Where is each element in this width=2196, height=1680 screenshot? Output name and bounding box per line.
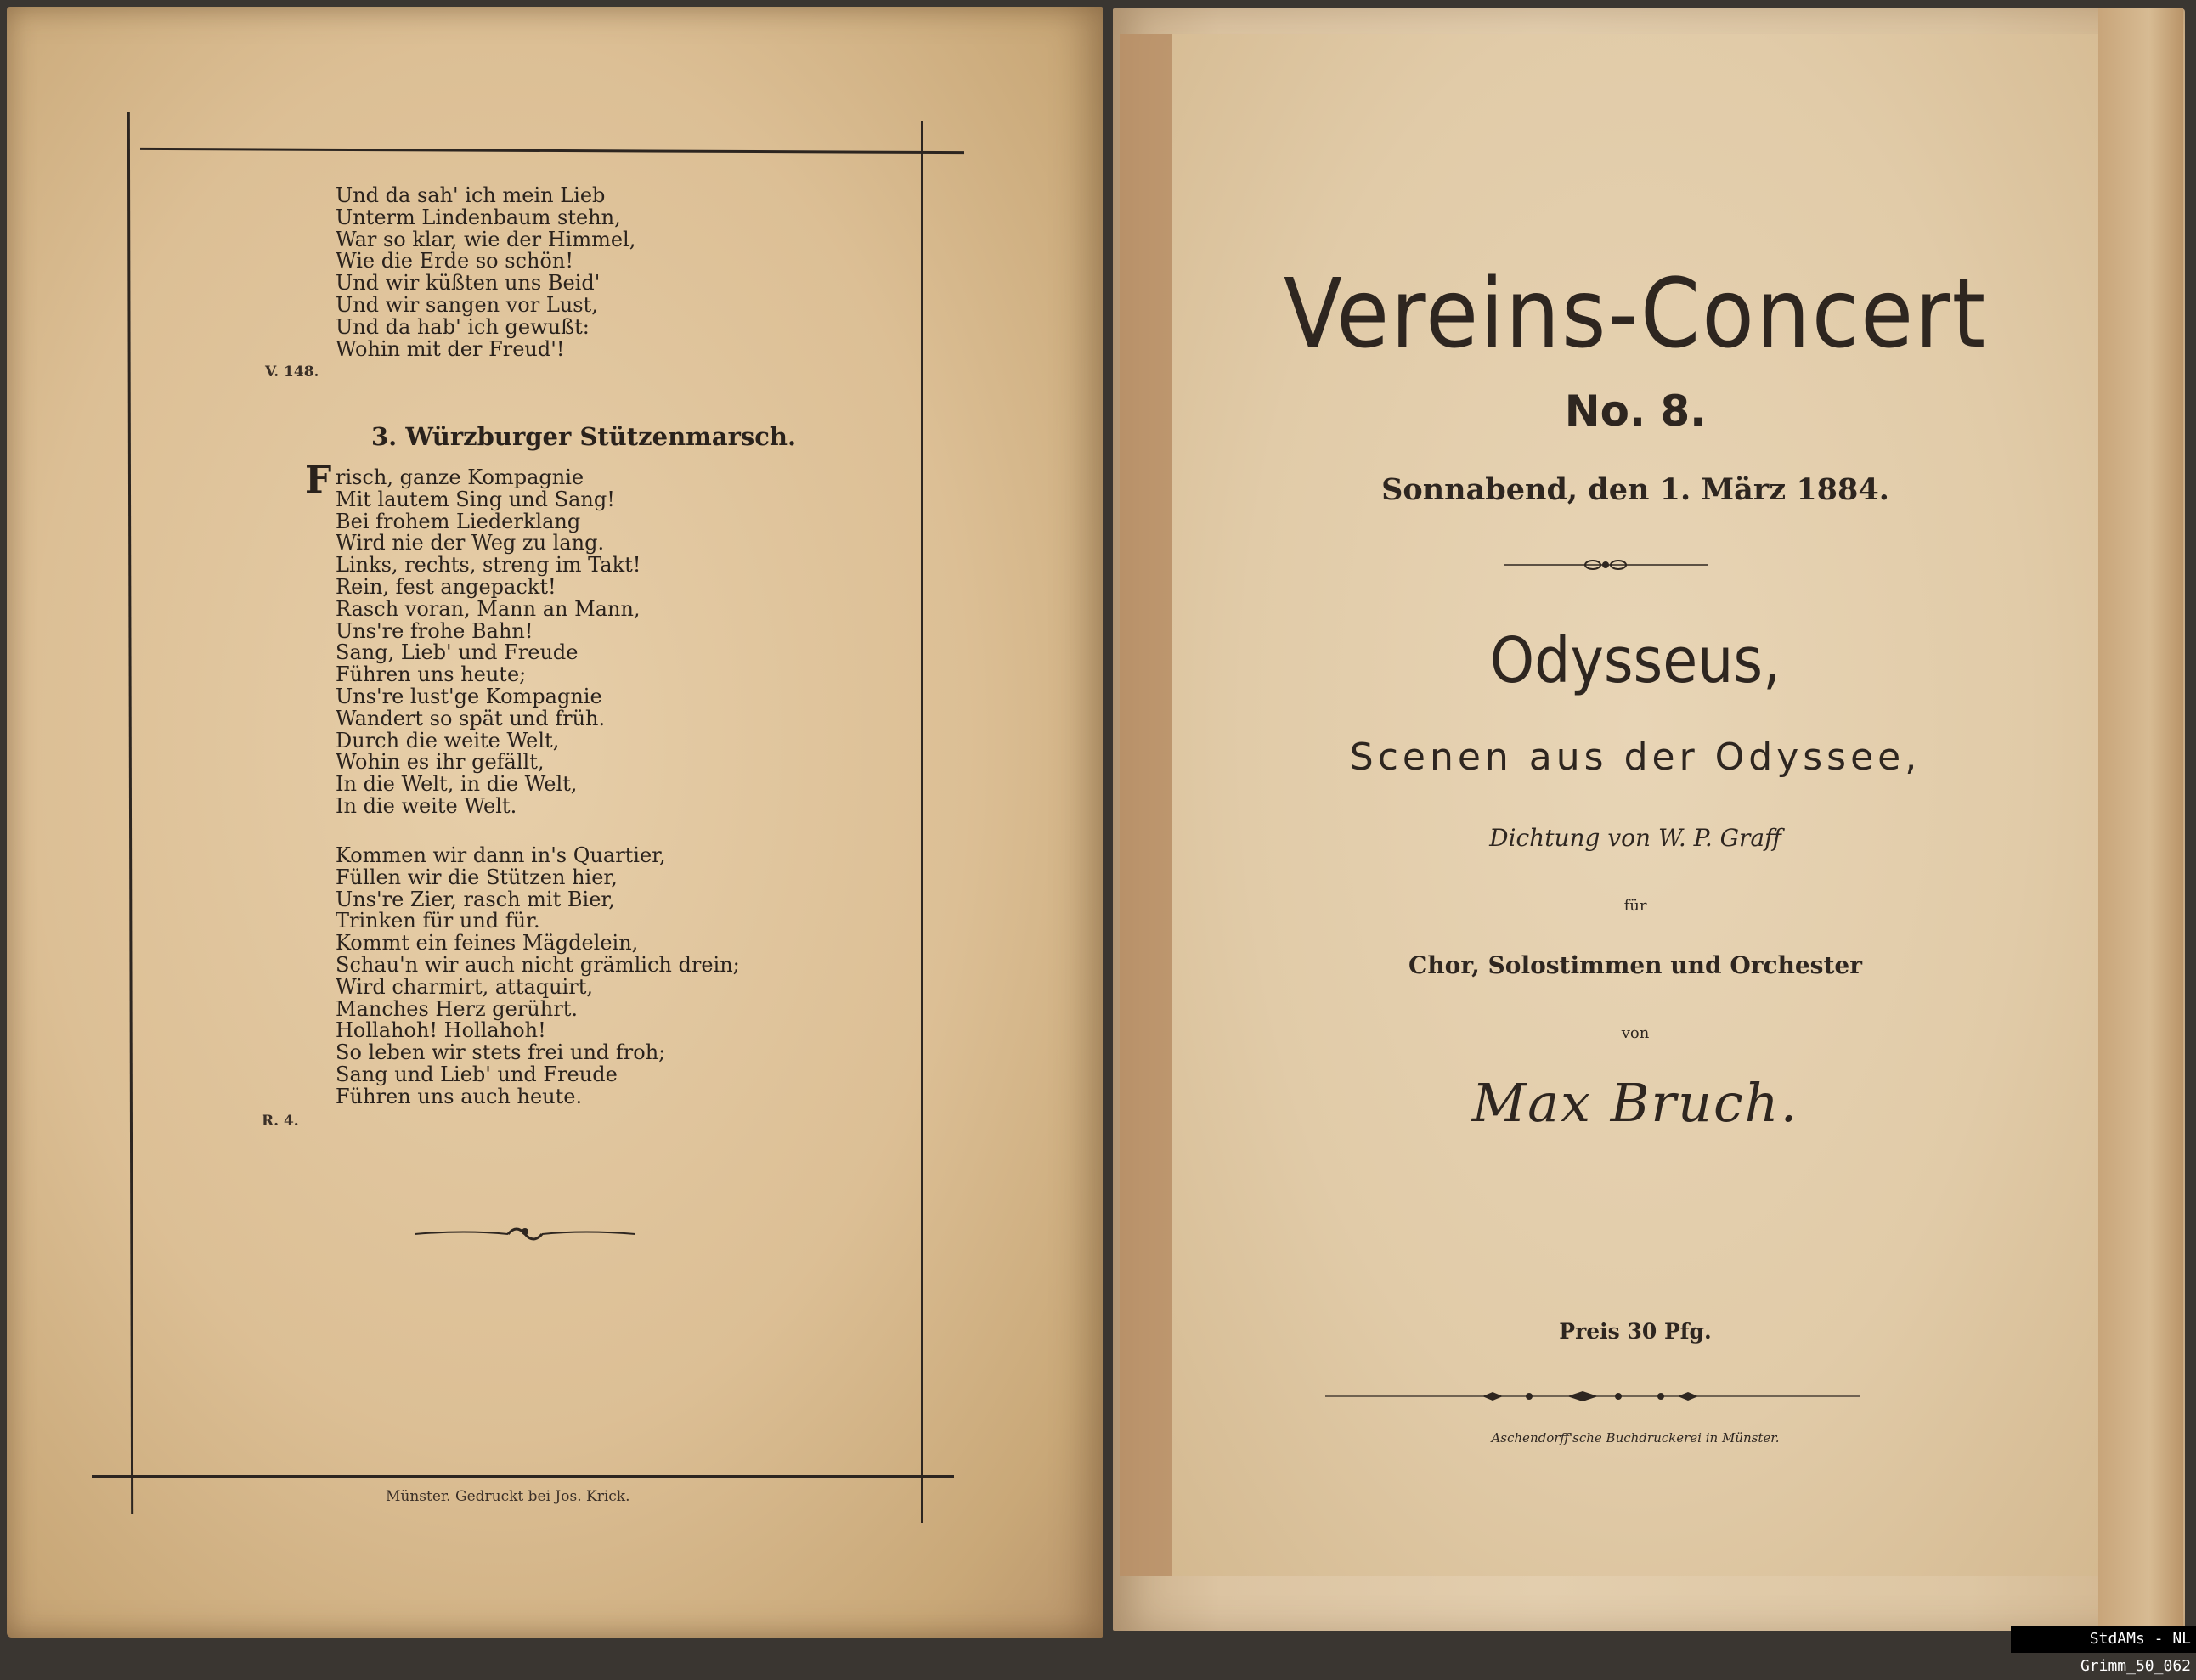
voice-marker: V. 148.: [265, 364, 319, 381]
verse-line: Wie die Erde so schön!: [336, 249, 573, 273]
verse-line: Wird charmirt, attaquirt,: [336, 974, 594, 999]
verse-line: Führen uns heute;: [336, 662, 527, 687]
verse-line: In die Welt, in die Welt,: [336, 772, 578, 797]
verse-line: Und da hab' ich gewußt:: [336, 314, 590, 339]
concert-number: No. 8.: [1564, 386, 1707, 436]
libretto-credit: Dichtung von W. P. Graff: [1489, 824, 1781, 852]
concert-date: Sonnabend, den 1. März 1884.: [1381, 472, 1889, 507]
verse-line: Sang und Lieb' und Freude: [336, 1062, 618, 1086]
verse-line: Kommen wir dann in's Quartier,: [336, 843, 666, 867]
verse-line: Rasch voran, Mann an Mann,: [336, 596, 641, 621]
verse-line: Wandert so spät und früh.: [336, 706, 606, 730]
drop-cap: F: [305, 459, 332, 502]
verse-line: Uns're Zier, rasch mit Bier,: [336, 887, 615, 911]
voice-marker: R. 4.: [262, 1113, 299, 1130]
verse-line: In die weite Welt.: [336, 793, 517, 818]
price-label: Preis 30 Pfg.: [1559, 1319, 1712, 1344]
verse-line: Uns're frohe Bahn!: [336, 618, 533, 643]
verse-line: Unterm Lindenbaum stehn,: [336, 205, 621, 229]
verse-line: Führen uns auch heute.: [336, 1084, 583, 1108]
composer-name: Max Bruch.: [1471, 1072, 1799, 1134]
verse-line: So leben wir stets frei und froh;: [336, 1040, 666, 1065]
stanza-2: [305, 459, 641, 818]
verse-line: Und wir küßten uns Beid': [336, 271, 601, 296]
work-subtitle: Scenen aus der Odyssee,: [1349, 736, 1922, 779]
printer-imprint: Aschendorff'sche Buchdruckerei in Münster.: [1491, 1430, 1780, 1446]
verse-line: War so klar, wie der Himmel,: [336, 227, 636, 251]
concert-title: Vereins-Concert: [1283, 259, 1988, 369]
verse-line: Manches Herz gerührt.: [336, 996, 578, 1021]
verse-line: Füllen wir die Stützen hier,: [336, 865, 618, 889]
verse-line: Und wir sangen vor Lust,: [336, 292, 598, 317]
verse-line: Uns're lust'ge Kompagnie: [336, 684, 602, 708]
by-label: von: [1621, 1024, 1650, 1042]
page-edge: [2098, 8, 2183, 1631]
verse-line: Sang, Lieb' und Freude: [336, 640, 579, 665]
verse-line: Schau'n wir auch nicht grämlich drein;: [336, 952, 740, 977]
performing-forces: Chor, Solostimmen und Orchester: [1408, 951, 1862, 979]
verse-line: Rein, fest angepackt!: [336, 574, 556, 599]
bottom-rule: [92, 1475, 954, 1478]
for-label: für: [1623, 897, 1647, 915]
verse-line: Links, rechts, streng im Takt!: [336, 553, 641, 578]
verse-line: Wohin es ihr gefällt,: [336, 750, 545, 775]
spine-strip: [1120, 34, 1172, 1576]
ornament-divider: [1504, 556, 1708, 573]
ornament-divider: [415, 1223, 635, 1245]
work-title: Odysseus,: [1489, 624, 1781, 697]
stanza-3: [336, 845, 740, 1108]
verse-line: Durch die weite Welt,: [336, 728, 560, 753]
ornament-divider: [1325, 1386, 1860, 1407]
song-title: 3. Würzburger Stützenmarsch.: [371, 422, 797, 451]
stanza-1: [336, 185, 635, 360]
verse-line: Trinken für und für.: [336, 909, 540, 933]
archive-label: StdAMs - NL Grimm_50_062: [2011, 1626, 2196, 1653]
verse-line: risch, ganze Kompagnie: [336, 465, 584, 489]
verse-line: Und da sah' ich mein Lieb: [336, 183, 606, 207]
verse-line: Kommt ein feines Mägdelein,: [336, 931, 639, 956]
verse-line: Wohin mit der Freud'!: [336, 336, 565, 361]
verse-line: Mit lautem Sing und Sang!: [336, 487, 615, 511]
verse-line: Bei frohem Liederklang: [336, 509, 581, 533]
printer-imprint: Münster. Gedruckt bei Jos. Krick.: [386, 1488, 630, 1505]
verse-line: Wird nie der Weg zu lang.: [336, 531, 605, 555]
right-rule: [921, 121, 923, 1523]
verse-line: Hollahoh! Hollahoh!: [336, 1018, 546, 1043]
